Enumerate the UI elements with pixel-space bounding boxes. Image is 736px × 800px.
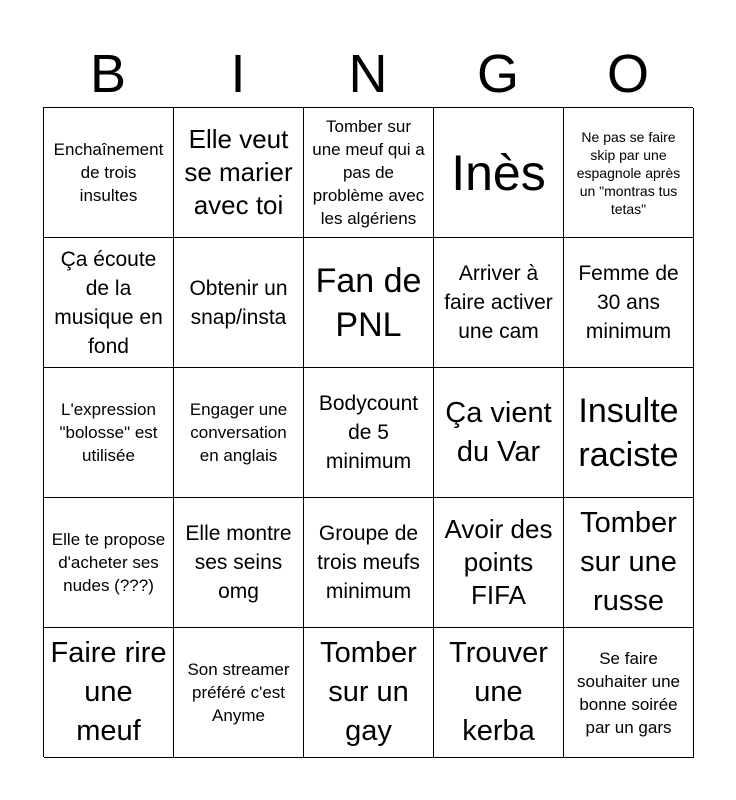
bingo-cell-r2c4[interactable] xyxy=(434,238,564,368)
bingo-cell-text: L'expression "bolosse" est utilisée xyxy=(59,400,158,465)
bingo-cell-r4c1[interactable] xyxy=(44,498,174,628)
bingo-cell-r5c4[interactable] xyxy=(434,628,564,758)
bingo-cell-r4c2[interactable] xyxy=(174,498,304,628)
bingo-cell-r2c5[interactable] xyxy=(564,238,694,368)
bingo-cell-text: Son streamer préféré c'est Anyme xyxy=(187,660,290,725)
bingo-cell-r3c4[interactable] xyxy=(434,368,564,498)
bingo-cell-text: Elle te propose d'acheter ses nudes (???) xyxy=(51,530,166,595)
bingo-cell-r5c3[interactable] xyxy=(304,628,434,758)
bingo-cell-r5c5[interactable] xyxy=(564,628,694,758)
bingo-cell-text: Groupe de trois meufs minimum xyxy=(317,522,420,603)
bingo-cell-r2c3[interactable] xyxy=(304,238,434,368)
bingo-cell-text: Tomber sur un gay xyxy=(320,637,417,747)
bingo-cell-r4c4[interactable] xyxy=(434,498,564,628)
bingo-cell-r1c2[interactable] xyxy=(174,108,304,238)
bingo-cell-r4c5[interactable] xyxy=(564,498,694,628)
bingo-cell-text: Elle veut se marier avec toi xyxy=(184,124,293,220)
bingo-cell-r2c2[interactable] xyxy=(174,238,304,368)
bingo-grid xyxy=(43,107,693,757)
bingo-cell-text: Insulte raciste xyxy=(578,391,679,474)
bingo-cell-r3c1[interactable] xyxy=(44,368,174,498)
bingo-cell-text: Tomber sur une russe xyxy=(580,507,677,617)
bingo-cell-text: Femme de 30 ans minimum xyxy=(578,262,679,343)
bingo-cell-text: Tomber sur une meuf qui a pas de problème avec les algériens xyxy=(312,117,425,228)
bingo-cell-text: Bodycount de 5 minimum xyxy=(318,392,419,473)
bingo-cell-r1c3[interactable] xyxy=(304,108,434,238)
bingo-cell-r4c3[interactable] xyxy=(304,498,434,628)
bingo-cell-text: Ça vient du Var xyxy=(445,396,552,468)
bingo-header xyxy=(43,40,693,108)
bingo-cell-r3c5[interactable] xyxy=(564,368,694,498)
bingo-cell-text: Enchaînement de trois insultes xyxy=(53,140,164,205)
bingo-cell-text: Trouver une kerba xyxy=(449,637,548,747)
bingo-cell-r1c1[interactable] xyxy=(44,108,174,238)
bingo-cell-text: Arriver à faire activer une cam xyxy=(444,262,553,343)
bingo-cell-r1c5[interactable] xyxy=(564,108,694,238)
header-letter-b: B xyxy=(89,44,127,104)
bingo-cell-r2c1[interactable] xyxy=(44,238,174,368)
header-letter-g: G xyxy=(476,44,519,104)
bingo-cell-text: Se faire souhaiter une bonne soirée par un gars xyxy=(576,648,681,737)
bingo-cell-r3c3[interactable] xyxy=(304,368,434,498)
bingo-cell-r1c4[interactable] xyxy=(434,108,564,238)
bingo-cell-text: Ça écoute de la musique en fond xyxy=(54,247,163,358)
bingo-cell-text: Ne pas se faire skip par une espagnole après un "montras tus tetas" xyxy=(576,128,681,217)
header-letter-o: O xyxy=(606,44,649,104)
bingo-cell-r5c2[interactable] xyxy=(174,628,304,758)
bingo-cell-r5c1[interactable] xyxy=(44,628,174,758)
bingo-cell-r3c2[interactable] xyxy=(174,368,304,498)
bingo-cell-text: Inès xyxy=(451,144,546,201)
bingo-cell-text: Engager une conversation en anglais xyxy=(189,400,288,465)
bingo-cell-text: Avoir des points FIFA xyxy=(444,514,553,610)
header-letter-i: I xyxy=(230,44,246,104)
bingo-cell-text: Elle montre ses seins omg xyxy=(185,522,292,603)
bingo-cell-text: Fan de PNL xyxy=(315,261,422,344)
bingo-cell-text: Obtenir un snap/insta xyxy=(189,276,288,329)
header-letter-n: N xyxy=(348,44,388,104)
bingo-cell-text: Faire rire une meuf xyxy=(50,637,167,747)
